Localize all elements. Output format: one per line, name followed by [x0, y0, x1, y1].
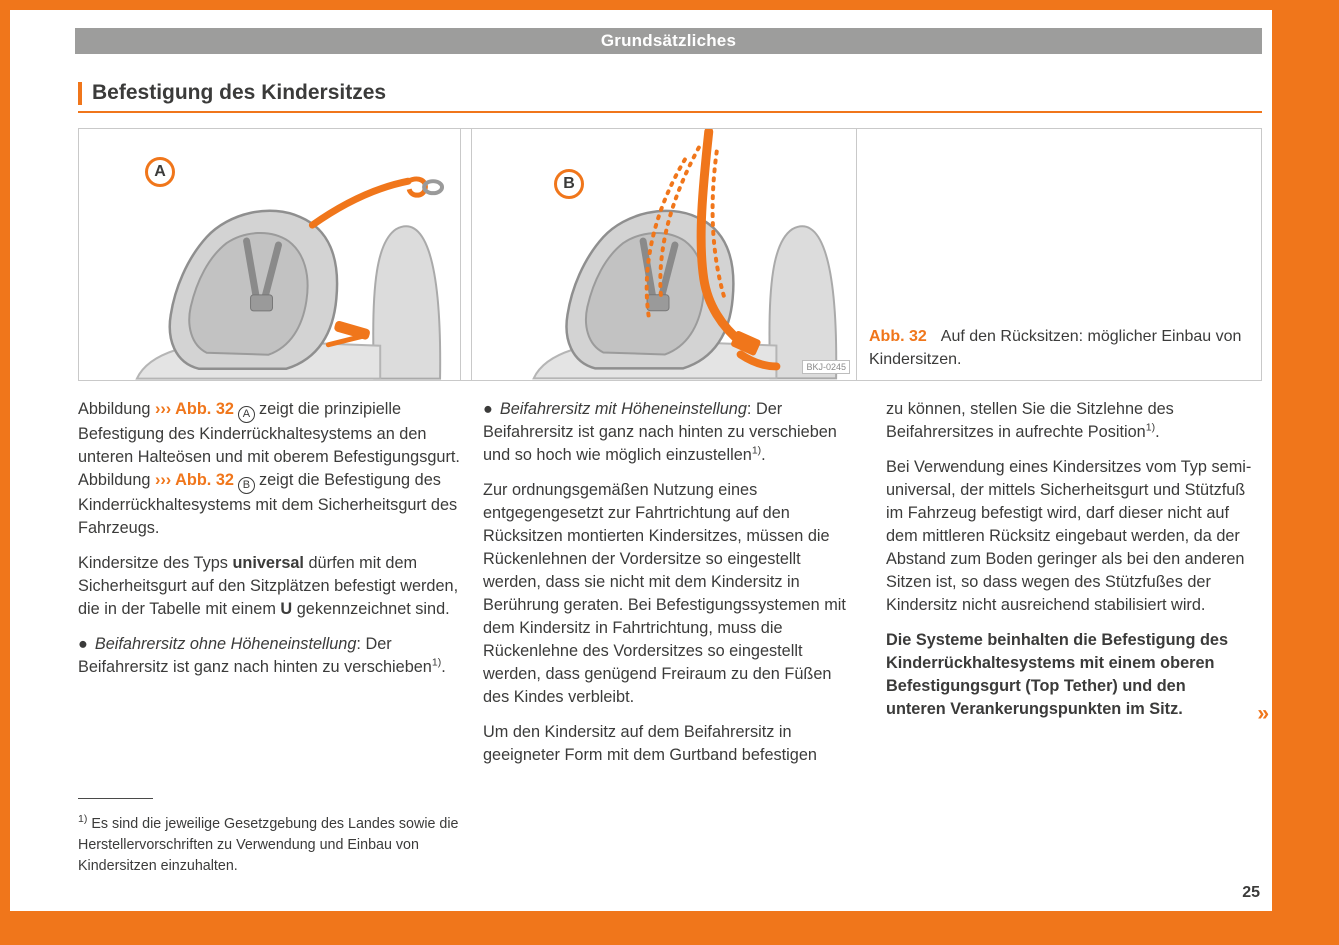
child-seat-illustration-a [79, 129, 460, 380]
section-title: Befestigung des Kindersitzes [92, 81, 387, 104]
child-seat-illustration-b [472, 129, 856, 380]
bullet-item [78, 633, 461, 679]
figure-panel-b [471, 129, 857, 380]
bullet-item [483, 398, 860, 467]
paragraph: Zur ordnungsgemäßen Nutzung eines entgegengesetzt zur Fahrtrichtung auf den Rücksitzen montierten Kindersitzes, müssen die Rückenlehnen der Vordersitze so eingestellt werden, dass sie nicht mit dem Kindersitz in Berührung geraten. Bei Befestigungssystemen mit dem Kindersitz in Fahrtrichtung, muss die Rückenlehne des Vordersitzes so eingestellt werden, dass genügend Freiraum zu den Füßen des Kindes verbleibt. [483, 481, 846, 706]
figure-box [78, 128, 1262, 381]
heading-underline [78, 111, 1262, 113]
figure-caption [869, 325, 1253, 371]
italic-term: Beifahrersitz mit Höheneinstellung [499, 400, 747, 418]
text-run: Die Systeme beinhalten die Befestigung des Kinderrückhaltesystems mit einem oberen Befestigungsgurt (Top Tether) und den unteren Verankerungspunkten im Sitz. [886, 631, 1228, 718]
chapter-title: Grundsätzliches [600, 31, 737, 50]
paragraph [886, 398, 1265, 444]
italic-term: Beifahrersitz ohne Höheneinstellung [94, 635, 357, 653]
bold-term: U [280, 600, 293, 618]
vehicle-seatback-shape [373, 226, 440, 378]
circled-letter-a: A [238, 406, 255, 423]
footnote [78, 798, 461, 877]
text-run: . [441, 658, 446, 676]
text-run: Kindersitze des Typs [78, 554, 233, 572]
bold-paragraph [886, 629, 1269, 725]
figure-caption-label: Abb. 32 [869, 328, 927, 345]
chapter-header-bar [75, 28, 1262, 54]
bullet-icon: ● [78, 635, 88, 653]
text-run: : Der Beifahrersitz ist ganz nach hinten zu verschieben und so hoch wie möglich einzustellen [483, 400, 837, 464]
paragraph: Um den Kindersitz auf dem Beifahrersitz in geeigneter Form mit dem Gurtband befestigen [483, 723, 817, 764]
continuation-arrows: » [1257, 702, 1269, 725]
figure-reference: ››› Abb. 32 [154, 471, 234, 489]
figure-panel-a [79, 129, 461, 380]
text-column-3 [886, 398, 1269, 733]
bold-term: universal [232, 554, 304, 572]
heading-accent-bar [78, 82, 82, 105]
figure-label-b [554, 169, 584, 199]
figure-reference: ››› Abb. 32 [154, 400, 234, 418]
text-run: zeigt die prinzipielle Befestigung des Kinderrückhaltesystems an den unteren Halteösen und mit oberem Befestigungsgurt. Abbildung [78, 400, 460, 489]
circled-letter-b: B [238, 477, 255, 494]
footnote-marker: 1) [1145, 421, 1156, 434]
page-number: 25 [1242, 884, 1260, 901]
text-column-1 [78, 398, 461, 691]
manual-page [10, 10, 1272, 911]
figure-label-a [145, 157, 175, 187]
tether-hook-icon [408, 179, 442, 195]
text-run: . [1155, 423, 1160, 441]
vehicle-seatback-shape [769, 226, 836, 378]
text-column-2 [483, 398, 860, 779]
text-run: Abbildung [78, 400, 155, 418]
footnote-marker: 1) [431, 656, 442, 669]
top-tether-strap [312, 181, 408, 225]
section-heading [78, 81, 386, 105]
footnote-marker: 1) [751, 444, 762, 457]
figure-label-a-text: A [154, 163, 166, 180]
text-run: . [761, 446, 766, 464]
text-run: dürfen mit dem Sicherheitsgurt auf den Sitzplätzen befestigt werden, die in der Tabelle mit einem [78, 554, 459, 618]
text-run: : Der Beifahrersitz ist ganz nach hinten zu verschieben [78, 635, 432, 676]
text-run: Es sind die jeweilige Gesetzgebung des Landes sowie die Herstellervorschriften zu Verwendung und Einbau von Kindersitzen einzuhalten. [78, 816, 459, 874]
paragraph: Bei Verwendung eines Kindersitzes vom Typ semi-universal, der mittels Sicherheitsgurt und Stützfuß im Fahrzeug befestigt wird, darf dieser nicht auf dem mittleren Rücksitz eingebaut werden, da der Abstand zum Boden geringer als bei den anderen Sitzen ist, so dass wegen des Stützfußes der Kindersitz nicht ausreichend stabilisiert wird. [886, 458, 1252, 614]
text-run: zeigt die Befestigung des Kinderrückhaltesystems mit dem Sicherheitsgurt des Fahrzeugs. [78, 471, 458, 537]
lower-anchor-icon [328, 320, 371, 345]
figure-caption-text: Auf den Rücksitzen: möglicher Einbau von Kindersitzen. [869, 328, 1242, 368]
figure-watermark: BKJ-0245 [802, 360, 850, 374]
text-run: gekennzeichnet sind. [292, 600, 450, 618]
bullet-icon: ● [483, 400, 493, 418]
paragraph [78, 552, 461, 621]
figure-label-b-text: B [563, 175, 575, 192]
footnote-text [78, 814, 461, 877]
footnote-marker: 1) [78, 813, 88, 826]
paragraph [78, 398, 461, 540]
text-run: zu können, stellen Sie die Sitzlehne des Beifahrersitzes in aufrechte Position [886, 400, 1174, 441]
footnote-rule [78, 798, 153, 799]
